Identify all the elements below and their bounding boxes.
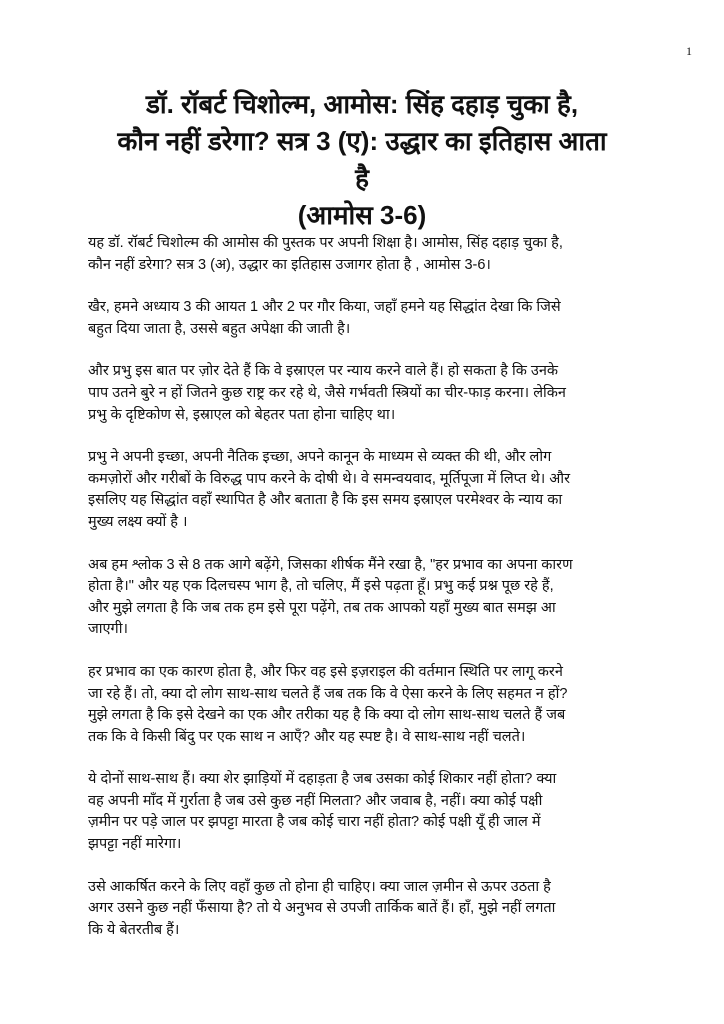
document-title: [60, 86, 664, 234]
title-line: कौन नहीं डरेगा? सत्र 3 (ए): उद्धार का इतिहास आता: [117, 126, 607, 156]
paragraph-line: मुख्य लक्ष्य क्यों है ।: [88, 513, 188, 530]
paragraph-line: वह अपनी माँद में गुर्राता है जब उसे कुछ नहीं मिलता? और जवाब है, नहीं। क्या कोई पक्षी: [88, 792, 543, 809]
paragraph-line: खैर, हमने अध्याय 3 की आयत 1 और 2 पर गौर किया, जहाँ हमने यह सिद्धांत देखा कि जिसे: [88, 299, 561, 316]
paragraph-line: जा रहे हैं। तो, क्या दो लोग साथ-साथ चलते हैं जब तक कि वे ऐसा करने के लिए सहमत न हों?: [88, 685, 568, 702]
paragraph-line: यह डॉ. रॉबर्ट चिशोल्म की आमोस की पुस्तक पर अपनी शिक्षा है। आमोस, सिंह दहाड़ चुका है,: [88, 235, 563, 251]
paragraph-line: प्रभु के दृष्टिकोण से, इस्राएल को बेहतर पता होना चाहिए था।: [88, 406, 396, 423]
paragraph: [88, 361, 688, 426]
paragraph: [88, 662, 688, 748]
paragraph-line: और प्रभु इस बात पर ज़ोर देते हैं कि वे इस्राएल पर न्याय करने वाले हैं। हो सकता है कि उनके: [88, 363, 559, 380]
paragraph: [88, 769, 688, 855]
paragraph: [88, 297, 688, 340]
paragraph-line: जाएगी।: [88, 621, 128, 638]
document-body: [88, 233, 688, 962]
paragraph: [88, 233, 688, 276]
paragraph-line: उसे आकर्षित करने के लिए वहाँ कुछ तो होना ही चाहिए। क्या जाल ज़मीन से ऊपर उठता है: [88, 878, 551, 895]
paragraph-line: कि ये बेतरतीब हैं।: [88, 921, 180, 938]
title-subtitle: (आमोस 3-6): [297, 200, 427, 230]
paragraph-line: कमज़ोरों और गरीबों के विरुद्ध पाप करने के दोषी थे। वे समन्वयवाद, मूर्तिपूजा में लिप्त थे। और: [88, 470, 570, 487]
paragraph-line: मुझे लगता है कि इसे देखने का एक और तरीका यह है कि क्या दो लोग साथ-साथ चलते हैं जब: [88, 707, 566, 724]
paragraph-line: और मुझे लगता है कि जब तक हम इसे पूरा पढ़ेंगे, तब तक आपको यहाँ मुख्य बात समझ आ: [88, 599, 556, 616]
paragraph-line: ज़मीन पर पड़े जाल पर झपट्टा मारता है जब कोई चारा नहीं होता? कोई पक्षी यूँ ही जाल में: [88, 814, 541, 831]
paragraph-line: कौन नहीं डरेगा? सत्र 3 (अ), उद्धार का इतिहास उजागर होता है , आमोस 3-6।: [88, 256, 491, 273]
paragraph: [88, 555, 688, 641]
page-number: 1: [686, 44, 692, 58]
paragraph-line: इसलिए यह सिद्धांत वहाँ स्थापित है और बताता है कि इस समय इस्राएल परमेश्वर के न्याय का: [88, 492, 563, 509]
paragraph: [88, 877, 688, 942]
paragraph-line: झपट्टा नहीं मारेगा।: [88, 836, 182, 853]
paragraph-line: पाप उतने बुरे न हों जितने कुछ राष्ट्र कर रहे थे, जैसे गर्भवती स्त्रियों का चीर-फाड़ करना। लेकिन: [88, 384, 566, 401]
paragraph-line: बहुत दिया जाता है, उससे बहुत अपेक्षा की जाती है।: [88, 320, 351, 337]
paragraph-line: होता है।" और यह एक दिलचस्प भाग है, तो चलिए, मैं इसे पढ़ता हूँ। प्रभु कई प्रश्न पूछ रहे हैं,: [88, 578, 554, 595]
paragraph-line: अब हम श्लोक 3 से 8 तक आगे बढ़ेंगे, जिसका शीर्षक मैंने रखा है, "हर प्रभाव का अपना कारण: [88, 556, 573, 573]
paragraph: [88, 447, 688, 533]
title-line: है: [355, 163, 369, 193]
title-line: डॉ. रॉबर्ट चिशोल्म, आमोस: सिंह दहाड़ चुका है,: [145, 89, 579, 119]
paragraph-line: तक कि वे किसी बिंदु पर एक साथ न आएँ? और यह स्पष्ट है। वे साथ-साथ नहीं चलते।: [88, 728, 526, 745]
paragraph-line: प्रभु ने अपनी इच्छा, अपनी नैतिक इच्छा, अपने कानून के माध्यम से व्यक्त की थी, और लोग: [88, 449, 552, 466]
paragraph-line: हर प्रभाव का एक कारण होता है, और फिर वह इसे इज़राइल की वर्तमान स्थिति पर लागू करने: [88, 663, 563, 680]
paragraph-line: ये दोनों साथ-साथ हैं। क्या शेर झाड़ियों में दहाड़ता है जब उसका कोई शिकार नहीं होता? क्या: [88, 771, 557, 788]
paragraph-line: अगर उसने कुछ नहीं फँसाया है? तो ये अनुभव से उपजी तार्किक बातें हैं। हाँ, मुझे नहीं लगता: [88, 900, 556, 917]
